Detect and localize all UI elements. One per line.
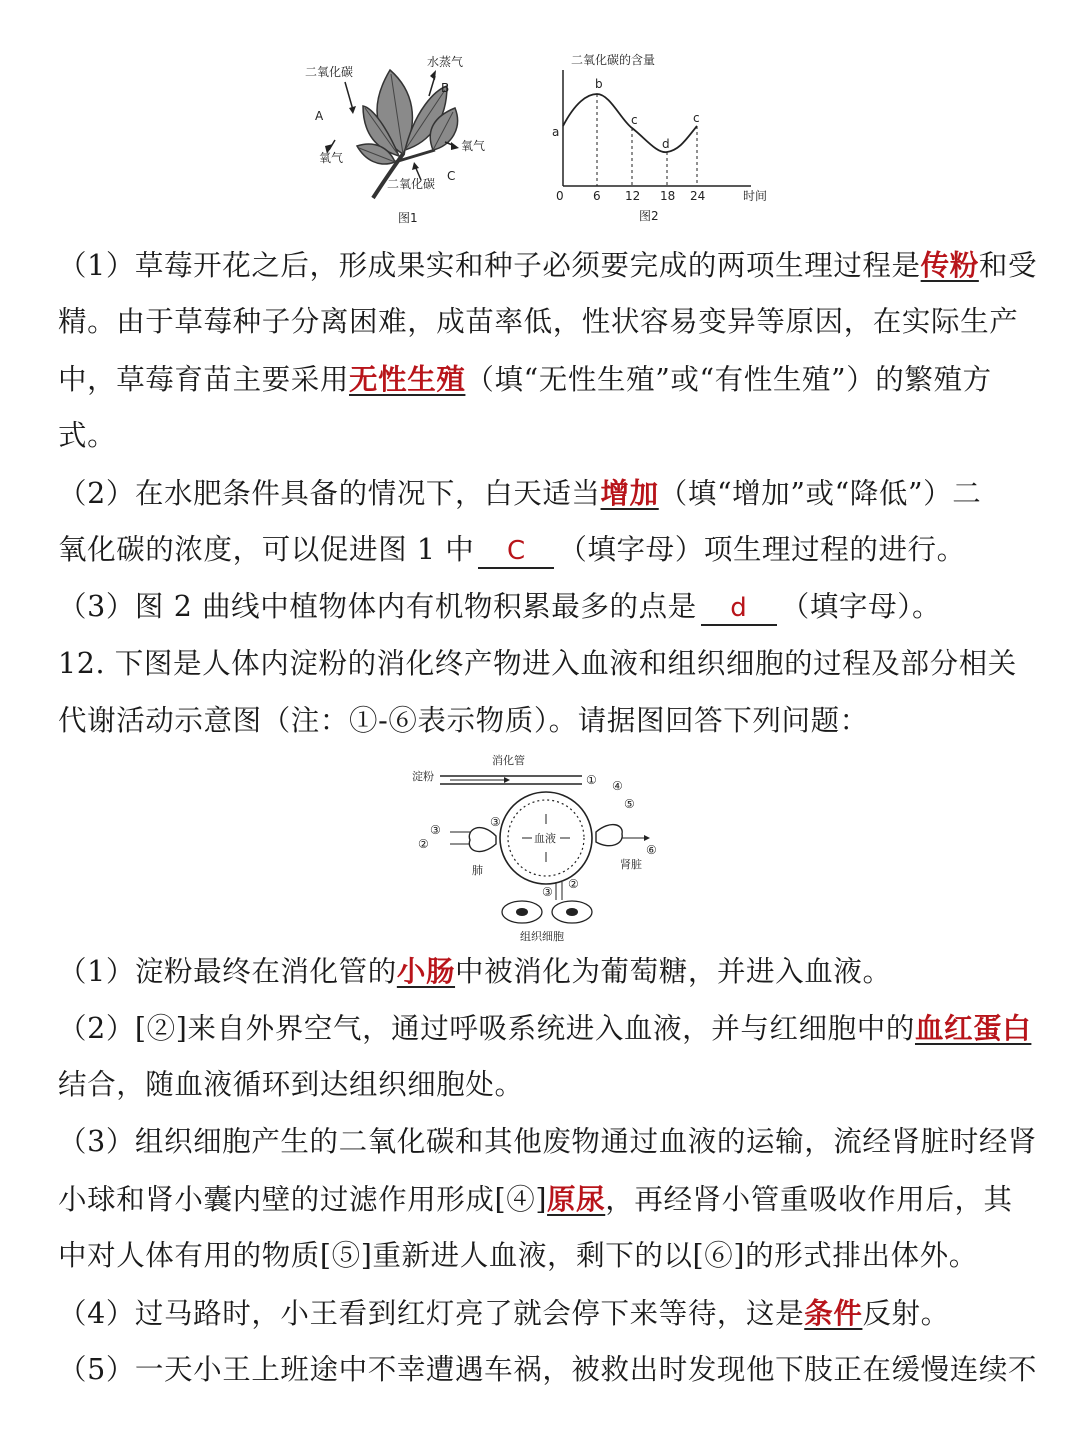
fig3-caption: 组织细胞 — [520, 930, 564, 943]
q12-p3-line2: 小球和肾小囊内壁的过滤作用形成[④]原尿，再经肾小管重吸收作用后，其 — [58, 1182, 1013, 1216]
figure-1-leaf — [295, 50, 505, 230]
fig1-label-oxygen-left: 氧气 — [319, 151, 344, 165]
fig1-label-B: B — [441, 81, 450, 95]
fig1-label-co2-top: 二氧化碳 — [305, 65, 354, 79]
answer-C: C — [478, 535, 554, 569]
fig2-caption: 图2 — [639, 209, 659, 223]
fig3-label-starch: 淀粉 — [412, 770, 434, 783]
figure-3-circulation — [410, 750, 670, 945]
fig3-marker-3c: ③ — [542, 885, 553, 899]
fig2-point-a: a — [552, 125, 560, 139]
q12-p5-line1: （5）一天小王上班途中不幸遭遇车祸，被救出时发现他下肢正在缓慢连续不 — [58, 1353, 1038, 1386]
q11-p1-line3: 中，草莓育苗主要采用无性生殖（填“无性生殖”或“有性生殖”）的繁殖方 — [58, 362, 992, 396]
answer-small-intestine: 小肠 — [396, 954, 456, 988]
fig3-label-blood: 血液 — [534, 832, 556, 845]
figure-2-co2-curve — [545, 48, 785, 228]
answer-conditioned: 条件 — [804, 1296, 863, 1330]
answer-hemoglobin: 血红蛋白 — [914, 1011, 1032, 1045]
q12-p2-line2: 结合，随血液循环到达组织细胞处。 — [58, 1068, 524, 1101]
answer-d: d — [701, 592, 777, 626]
fig3-marker-4: ④ — [612, 779, 623, 793]
fig3-label-tract: 消化管 — [492, 754, 525, 767]
fig3-marker-2b: ② — [568, 877, 579, 891]
fig3-marker-3b: ③ — [490, 815, 501, 829]
fig1-label-A: A — [315, 109, 324, 123]
q11-p1-line2: 精。由于草莓种子分离困难，成苗率低，性状容易变异等原因，在实际生产 — [58, 305, 1019, 338]
fig3-marker-6: ⑥ — [646, 843, 657, 857]
fig3-label-lung: 肺 — [472, 864, 483, 877]
q12-intro-line1: 12. 下图是人体内淀粉的消化终产物进入血液和组织细胞的过程及部分相关 — [58, 647, 1017, 680]
fig3-marker-2a: ② — [418, 837, 429, 851]
fig3-marker-5: ⑤ — [624, 797, 635, 811]
q12-intro-line2: 代谢活动示意图（注：①-⑥表示物质）。请据图回答下列问题： — [58, 704, 869, 737]
fig2-xlabel: 时间 — [743, 189, 768, 203]
fig1-label-co2-bottom: 二氧化碳 — [387, 177, 436, 191]
q11-p1-line1: （1）草莓开花之后，形成果实和种子必须要完成的两项生理过程是传粉和受 — [58, 248, 1038, 282]
fig2-point-b: b — [595, 77, 603, 91]
fig3-label-kidney: 肾脏 — [620, 858, 642, 871]
fig2-point-c2: c — [693, 111, 700, 125]
fig2-tick-6: 6 — [593, 189, 601, 203]
fig2-point-d: d — [662, 137, 670, 151]
q12-p3-line1: （3）组织细胞产生的二氧化碳和其他废物通过血液的运输，流经肾脏时经肾 — [58, 1125, 1038, 1158]
fig1-label-water-vapor: 水蒸气 — [427, 55, 464, 69]
answer-pollination: 传粉 — [920, 248, 979, 282]
q12-p1-line1: （1）淀粉最终在消化管的小肠中被消化为葡萄糖，并进入血液。 — [58, 954, 892, 988]
q11-p3-line1: （3）图 2 曲线中植物体内有机物积累最多的点是 d （填字母）。 — [58, 587, 1028, 627]
answer-increase: 增加 — [600, 476, 659, 510]
fig1-label-C: C — [447, 169, 456, 183]
fig2-origin: 0 — [556, 189, 564, 203]
fig2-tick-18: 18 — [660, 189, 676, 203]
fig3-marker-3a: ③ — [430, 823, 441, 837]
fig1-label-oxygen-right: 氧气 — [461, 139, 486, 153]
fig2-tick-12: 12 — [625, 189, 641, 203]
fig2-point-c1: c — [631, 113, 638, 127]
q11-p2-line2: 氧化碳的浓度，可以促进图 1 中 C （填字母）项生理过程的进行。 — [58, 530, 1028, 570]
q12-p4-line1: （4）过马路时，小王看到红灯亮了就会停下来等待，这是条件反射。 — [58, 1296, 950, 1330]
fig2-ylabel: 二氧化碳的含量 — [571, 53, 656, 67]
q12-p3-line3: 中对人体有用的物质[⑤]重新进人血液，剩下的以[⑥]的形式排出体外。 — [58, 1239, 978, 1272]
q11-p2-line1: （2）在水肥条件具备的情况下，白天适当增加（填“增加”或“降低”）二 — [58, 476, 982, 510]
fig3-marker-1: ① — [586, 773, 597, 787]
fig1-caption: 图1 — [398, 211, 418, 225]
q11-p1-line4: 式。 — [58, 419, 117, 452]
answer-primary-urine: 原尿 — [547, 1182, 606, 1216]
answer-asexual: 无性生殖 — [349, 362, 466, 396]
q12-p2-line1: （2）[②]来自外界空气，通过呼吸系统进入血液，并与红细胞中的血红蛋白 — [58, 1011, 1032, 1045]
fig2-tick-24: 24 — [690, 189, 706, 203]
